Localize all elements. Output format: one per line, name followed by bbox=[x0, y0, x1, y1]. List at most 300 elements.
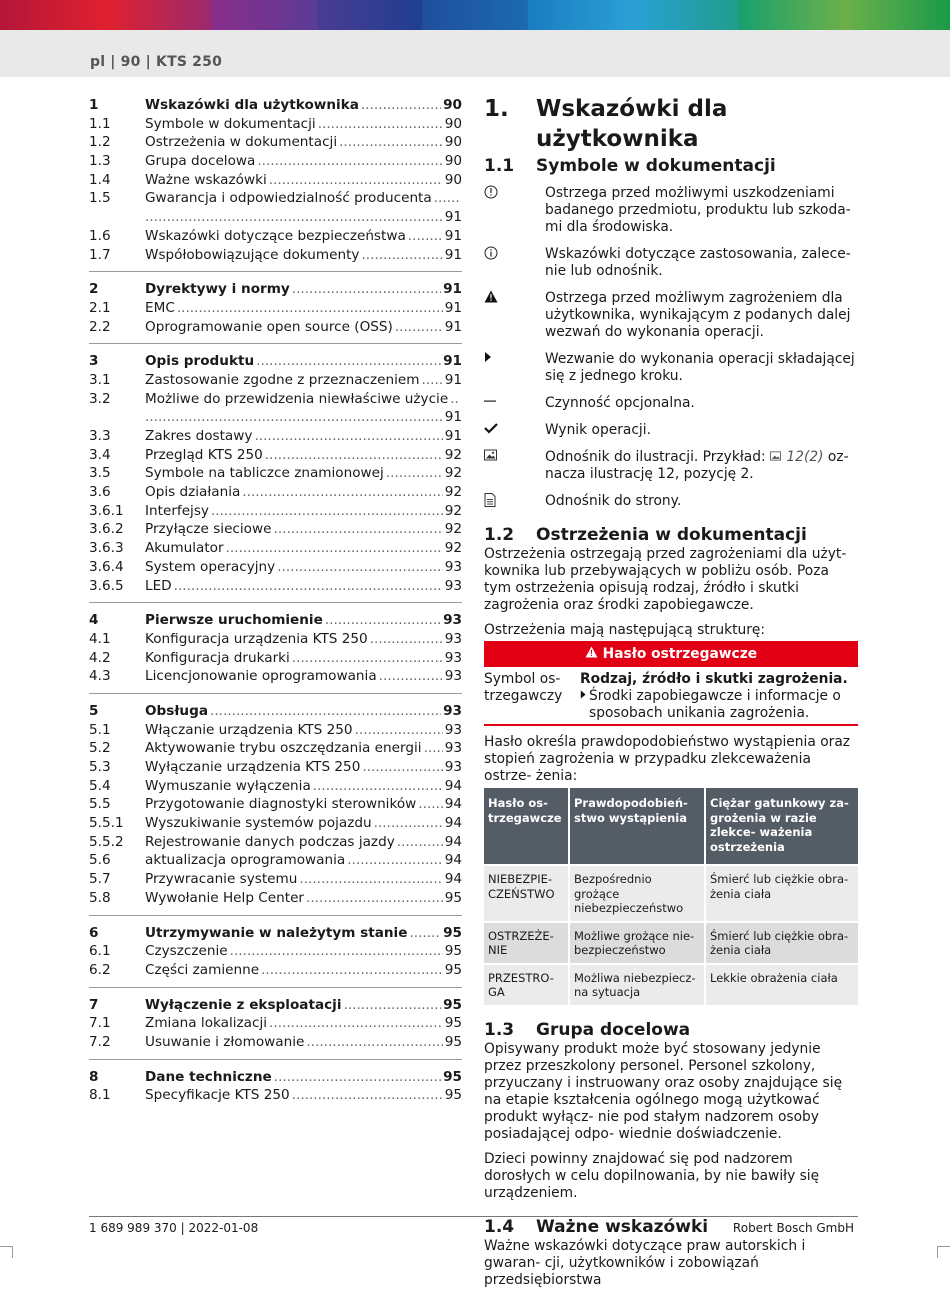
crop-mark bbox=[12, 1246, 13, 1258]
paragraph: Ważne wskazówki dotyczące praw autorskich i gwaran- cji, użytkowników i zobowiązań przedsiębiorstwa bbox=[484, 1237, 806, 1288]
toc-entry-number: 1.7 bbox=[89, 246, 111, 263]
toc-entry-number: 3.6.3 bbox=[89, 540, 124, 557]
toc-leader-dots bbox=[434, 189, 460, 208]
toc-entry-number: 5.5.1 bbox=[89, 815, 124, 832]
toc-leader-dots bbox=[408, 227, 443, 246]
toc-leader-dots bbox=[242, 483, 442, 502]
toc-entry-title: Obsługa bbox=[145, 702, 209, 719]
toc-entry-page: 93 bbox=[444, 649, 462, 666]
toc-entry-page: 91 bbox=[444, 428, 462, 444]
toc-entry-page: 91 bbox=[444, 318, 462, 335]
section-title: Ważne wskazówki bbox=[536, 1216, 709, 1237]
symbol-desc bbox=[545, 449, 858, 483]
toc-entry[interactable] bbox=[89, 115, 462, 134]
symbol-row-danger bbox=[484, 290, 858, 341]
toc-group bbox=[89, 1068, 462, 1112]
toc-leader-dots bbox=[230, 942, 443, 961]
toc-entry-number: 5.4 bbox=[89, 777, 111, 794]
toc-entry-page: 90 bbox=[444, 153, 462, 170]
toc-entry[interactable] bbox=[89, 942, 462, 961]
chapter-title: Wskazówki dla użytkownika bbox=[536, 96, 728, 152]
toc-entry[interactable] bbox=[89, 1086, 462, 1105]
paragraph: Dzieci powinny znajdować się pod nadzorem dorosłych w celu dopilnowania, by nie bawiły się urządzeniem. bbox=[484, 1150, 820, 1201]
toc-entry-number: 5.1 bbox=[89, 721, 111, 738]
toc-entry-page: 91 bbox=[443, 281, 462, 298]
toc-entry[interactable] bbox=[89, 739, 462, 758]
toc-entry-page: 91 bbox=[443, 353, 462, 370]
toc-entry-page: 95 bbox=[444, 1033, 462, 1050]
toc-entry-number: 3.6.1 bbox=[89, 502, 124, 519]
toc-leader-dots bbox=[370, 630, 443, 649]
toc-entry-page: 92 bbox=[444, 446, 462, 463]
toc-entry-title: Ważne wskazówki bbox=[145, 171, 267, 188]
toc-entry-page: 90 bbox=[444, 134, 462, 151]
toc-entry-title: Zakres dostawy bbox=[145, 428, 253, 444]
toc-entry-page: 94 bbox=[444, 871, 462, 888]
toc-entry-number: 5 bbox=[89, 702, 99, 719]
table-cell: Bezpośrednio grożące niebezpieczeństwo bbox=[569, 865, 705, 922]
toc-group bbox=[89, 702, 462, 916]
toc-entry-title: Wskazówki dla użytkownika bbox=[145, 97, 359, 113]
table-cell: Możliwe grożące nie- bezpieczeństwo bbox=[569, 922, 705, 964]
toc-entry[interactable] bbox=[89, 280, 462, 299]
paragraph: Opisywany produkt może być stosowany jedynie przez przeszkolony personel. Personel szkolony, przyuczany i instruowany oraz osoby znajdujące się na etapie kształcenia ogólnego mogą użytkować produkt wyłącz- nie pod stałym nadzorem osoby posiadającej odpo- wiednie doświadczenie. bbox=[484, 1040, 843, 1142]
toc-entry-title: Czyszczenie bbox=[145, 943, 228, 960]
toc-entry[interactable] bbox=[89, 889, 462, 908]
toc-entry-page: 95 bbox=[444, 1087, 462, 1104]
toc-leader-dots bbox=[422, 371, 443, 390]
checkmark-icon bbox=[484, 422, 545, 439]
toc-entry-number: 5.6 bbox=[89, 852, 111, 869]
table-cell: OSTRZEŻE- NIE bbox=[484, 922, 569, 964]
toc-entry[interactable] bbox=[89, 814, 462, 833]
toc-group bbox=[89, 280, 462, 344]
toc-entry[interactable] bbox=[89, 133, 462, 152]
toc-entry-title: Specyfikacje KTS 250 bbox=[145, 1087, 290, 1104]
warning-measures: Środki zapobiegawcze i informacje o sposobach unikania zagrożenia. bbox=[589, 688, 841, 721]
toc-entry-page: 93 bbox=[444, 668, 462, 685]
toc-leader-dots bbox=[177, 299, 443, 318]
toc-entry-number: 4.3 bbox=[89, 668, 111, 685]
toc-group bbox=[89, 611, 462, 694]
warning-title: Hasło ostrzegawcze bbox=[602, 646, 758, 662]
toc-entry-title: Licencjonowanie oprogramowania bbox=[145, 668, 377, 685]
toc-entry-page: 95 bbox=[444, 889, 462, 906]
toc-entry-number: 1.1 bbox=[89, 115, 111, 132]
toc-leader-dots bbox=[211, 502, 443, 521]
symbol-desc: Wynik operacji. bbox=[545, 422, 651, 438]
table-header-cell: Ciężar gatunkowy za- grożenia w razie zlekce- ważenia ostrzeżenia bbox=[705, 788, 858, 865]
toc-entry-page: 92 bbox=[444, 502, 462, 519]
toc-entry-title: Wyłączenie z eksploatacji bbox=[145, 996, 342, 1013]
toc-entry-number: 3.4 bbox=[89, 446, 111, 463]
toc-leader-dots bbox=[397, 833, 443, 852]
toc-entry-page: 93 bbox=[444, 740, 462, 757]
toc-entry-continuation[interactable] bbox=[89, 408, 462, 427]
chapter-number: 1. bbox=[484, 96, 509, 122]
crop-mark bbox=[938, 1246, 950, 1247]
toc-entry-title: LED bbox=[145, 577, 172, 594]
footer-divider bbox=[89, 1216, 858, 1217]
toc-leader-dots bbox=[306, 1033, 442, 1052]
toc-entry-title: Wyłączanie urządzenia KTS 250 bbox=[145, 759, 361, 775]
toc-entry[interactable] bbox=[89, 1068, 462, 1087]
toc-entry[interactable] bbox=[89, 189, 462, 208]
toc-group bbox=[89, 996, 462, 1060]
toc-leader-dots bbox=[174, 577, 443, 596]
toc-entry-page: 93 bbox=[443, 702, 462, 719]
toc-entry-page: 91 bbox=[444, 227, 462, 244]
toc-leader-dots bbox=[257, 152, 442, 171]
crop-mark bbox=[937, 1246, 938, 1258]
table-row bbox=[484, 964, 858, 1005]
toc-entry-number: 4.1 bbox=[89, 630, 111, 647]
toc-entry-number: 5.7 bbox=[89, 871, 111, 888]
symbol-row-info bbox=[484, 246, 858, 280]
toc-entry-page: 90 bbox=[443, 97, 462, 113]
toc-entry-title: System operacyjny bbox=[145, 558, 276, 575]
toc-entry-title: Oprogramowanie open source (OSS) bbox=[145, 318, 393, 335]
toc-entry[interactable] bbox=[89, 520, 462, 539]
section-number: 1.1 bbox=[484, 156, 515, 176]
toc-entry[interactable] bbox=[89, 777, 462, 796]
toc-entry[interactable] bbox=[89, 1033, 462, 1052]
crop-mark bbox=[0, 1246, 12, 1247]
toc-entry[interactable] bbox=[89, 299, 462, 318]
toc-group bbox=[89, 924, 462, 988]
toc-entry-page: 95 bbox=[444, 943, 462, 960]
toc-entry-page: 93 bbox=[444, 630, 462, 647]
toc-entry[interactable] bbox=[89, 152, 462, 171]
symbol-desc: Ostrzega przed możliwymi uszkodzeniami badanego przedmiotu, produktu lub szkoda- mi dla środowiska. bbox=[545, 185, 851, 235]
hazard-table bbox=[484, 788, 858, 1005]
toc-entry[interactable] bbox=[89, 558, 462, 577]
toc-entry-number: 1 bbox=[89, 97, 99, 113]
toc-entry-title: Opis działania bbox=[145, 484, 241, 501]
toc-leader-dots bbox=[226, 539, 443, 558]
toc-leader-dots bbox=[386, 464, 443, 483]
illus-ref-link[interactable]: 12(2) bbox=[786, 449, 824, 465]
toc-entry-title: Utrzymywanie w należytym stanie bbox=[145, 924, 408, 941]
header-text: pl | 90 | KTS 250 bbox=[90, 54, 223, 70]
toc-entry[interactable] bbox=[89, 446, 462, 465]
section-title: Grupa docelowa bbox=[536, 1019, 691, 1040]
main-content bbox=[484, 94, 858, 1289]
toc-entry-title: Wywołanie Help Center bbox=[145, 889, 305, 906]
toc-leader-dots bbox=[145, 208, 443, 227]
toc-entry[interactable] bbox=[89, 246, 462, 265]
warning-body bbox=[484, 667, 858, 726]
symbol-desc: Wezwanie do wykonania operacji składającej się z jednego kroku. bbox=[545, 351, 855, 384]
toc-leader-dots bbox=[325, 611, 441, 630]
toc-entry-page: 94 bbox=[444, 852, 462, 869]
toc-entry-title: Wskazówki dotyczące bezpieczeństwa bbox=[145, 227, 406, 244]
toc-entry-page: 94 bbox=[444, 833, 462, 850]
toc-leader-dots bbox=[361, 246, 442, 265]
toc-entry[interactable] bbox=[89, 795, 462, 814]
toc-entry-title: Grupa docelowa bbox=[145, 153, 256, 170]
toc-entry-page: 92 bbox=[444, 540, 462, 557]
toc-leader-dots bbox=[395, 318, 443, 337]
footer-doc-number: 1 689 989 370 | 2022-01-08 bbox=[89, 1221, 259, 1235]
symbol-row-optional bbox=[484, 395, 858, 412]
info-icon bbox=[484, 246, 545, 280]
table-header-cell: Prawdopodobień- stwo wystąpienia bbox=[569, 788, 705, 865]
toc-entry-page: 95 bbox=[444, 961, 462, 978]
warning-symbol-label: Symbol os- trzegawczy bbox=[484, 671, 563, 704]
table-cell: Śmierć lub ciężkie obra- żenia ciała bbox=[705, 922, 858, 964]
toc-entry-number: 8 bbox=[89, 1068, 99, 1085]
toc-leader-dots bbox=[318, 115, 443, 134]
toc-entry-page: 93 bbox=[444, 558, 462, 575]
footer-company: Robert Bosch GmbH bbox=[732, 1221, 854, 1235]
section-heading-1-3 bbox=[484, 1019, 858, 1041]
toc-entry-title: Rejestrowanie danych podczas jazdy bbox=[145, 833, 395, 850]
toc-leader-dots bbox=[210, 702, 441, 721]
toc-entry[interactable] bbox=[89, 649, 462, 668]
warning-bold-text: Rodzaj, źródło i skutki zagrożenia. bbox=[580, 671, 848, 687]
toc-entry-title: Wyszukiwanie systemów pojazdu bbox=[145, 815, 372, 832]
toc-entry[interactable] bbox=[89, 352, 462, 371]
toc-entry-title: Pierwsze uruchomienie bbox=[145, 612, 323, 629]
toc-entry[interactable] bbox=[89, 427, 462, 446]
toc-entry-number: 1.3 bbox=[89, 153, 111, 170]
toc-entry-title: Zastosowanie zgodne z przeznaczeniem bbox=[145, 371, 420, 388]
toc-entry-number: 5.3 bbox=[89, 759, 111, 775]
danger-triangle-icon bbox=[484, 290, 545, 341]
table-cell: Śmierć lub ciężkie obra- żenia ciała bbox=[705, 865, 858, 922]
table-row bbox=[484, 865, 858, 922]
section-heading-1-2 bbox=[484, 524, 858, 546]
toc-entry-number: 7 bbox=[89, 996, 99, 1013]
toc-entry[interactable] bbox=[89, 630, 462, 649]
toc-entry[interactable] bbox=[89, 758, 462, 777]
toc-leader-dots bbox=[424, 739, 443, 758]
toc-entry-title: Współobowiązujące dokumenty bbox=[145, 246, 360, 263]
toc-entry-title: Części zamienne bbox=[145, 961, 260, 978]
brand-color-bar bbox=[0, 0, 950, 30]
table-header-cell: Hasło os- trzegawcze bbox=[484, 788, 569, 865]
toc-entry-title: Konfiguracja urządzenia KTS 250 bbox=[145, 630, 368, 647]
toc-entry-page: 95 bbox=[443, 924, 462, 941]
toc-entry-page: 93 bbox=[444, 577, 462, 594]
paragraph: Ostrzeżenia ostrzegają przed zagrożeniami dla użyt- kownika lub przebywających w pobliżu osób. Poza tym ostrzeżenia opisują rodzaj, źródło i skutki zagrożenia oraz środki zapobiegawcze. bbox=[484, 546, 847, 613]
toc-entry-page: 94 bbox=[444, 815, 462, 832]
toc-leader-dots bbox=[306, 889, 443, 908]
toc-entry-title: Gwarancja i odpowiedzialność producenta bbox=[145, 190, 432, 207]
section-heading-1-1 bbox=[484, 155, 858, 177]
toc-entry-title: Dyrektywy i normy bbox=[145, 281, 290, 298]
toc-entry-number: 1.6 bbox=[89, 227, 111, 244]
illus-text-a: Odnośnik do ilustracji. Przykład: bbox=[545, 449, 766, 465]
toc-entry[interactable] bbox=[89, 961, 462, 980]
toc-entry-page: 90 bbox=[444, 171, 462, 188]
toc-entry-number: 8.1 bbox=[89, 1087, 111, 1104]
toc-leader-dots bbox=[299, 870, 442, 889]
toc-entry-title: Możliwe do przewidzenia niewłaściwe użycie bbox=[145, 390, 449, 407]
toc-entry[interactable] bbox=[89, 483, 462, 502]
toc-entry-title: Przygotowanie diagnostyki sterowników bbox=[145, 796, 417, 813]
table-cell: PRZESTRO- GA bbox=[484, 964, 569, 1005]
toc-entry-page: 95 bbox=[444, 1015, 462, 1032]
symbol-desc: Odnośnik do strony. bbox=[545, 493, 682, 509]
toc-entry-title: Przywracanie systemu bbox=[145, 871, 298, 888]
toc-entry[interactable] bbox=[89, 464, 462, 483]
symbol-row-step bbox=[484, 351, 858, 385]
symbol-row-result bbox=[484, 422, 858, 439]
toc-entry-page: 90 bbox=[444, 115, 462, 132]
toc-entry[interactable] bbox=[89, 851, 462, 870]
toc-leader-dots bbox=[450, 390, 460, 409]
toc-leader-dots bbox=[274, 520, 443, 539]
illus-text-b: oz- nacza ilustrację 12, pozycję 2. bbox=[545, 449, 849, 482]
toc-entry[interactable] bbox=[89, 318, 462, 337]
toc-entry-title: EMC bbox=[145, 299, 175, 316]
toc-entry[interactable] bbox=[89, 502, 462, 521]
toc-entry[interactable] bbox=[89, 227, 462, 246]
warning-circle-icon bbox=[484, 185, 545, 236]
toc-entry-page: 93 bbox=[443, 612, 462, 629]
toc-entry-number: 5.8 bbox=[89, 889, 111, 906]
toc-leader-dots bbox=[313, 777, 443, 796]
toc-entry-title: Włączanie urządzenia KTS 250 bbox=[145, 721, 353, 738]
toc-entry-number: 7.2 bbox=[89, 1033, 111, 1050]
toc-entry-page: 92 bbox=[444, 521, 462, 538]
toc-leader-dots bbox=[269, 1014, 443, 1033]
toc-entry[interactable] bbox=[89, 833, 462, 852]
toc-entry-page: 94 bbox=[444, 796, 462, 813]
toc-leader-dots bbox=[292, 1086, 443, 1105]
toc-entry-number: 4 bbox=[89, 612, 99, 629]
symbol-desc: Czynność opcjonalna. bbox=[545, 395, 695, 411]
toc-entry-page: 92 bbox=[444, 465, 462, 482]
toc-entry[interactable] bbox=[89, 702, 462, 721]
page-header bbox=[0, 30, 950, 77]
toc-entry[interactable] bbox=[89, 171, 462, 190]
toc-entry-number: 3.1 bbox=[89, 371, 111, 388]
toc-entry[interactable] bbox=[89, 96, 462, 115]
toc-leader-dots bbox=[362, 758, 442, 777]
toc-entry[interactable] bbox=[89, 371, 462, 390]
page-icon bbox=[484, 493, 545, 512]
symbol-desc: Wskazówki dotyczące zastosowania, zalece- nie lub odnośnik. bbox=[545, 246, 851, 279]
toc-leader-dots bbox=[145, 408, 443, 427]
toc-leader-dots bbox=[254, 427, 442, 446]
toc-entry-page: 92 bbox=[444, 484, 462, 501]
section-number: 1.2 bbox=[484, 525, 515, 545]
toc-entry-page: 95 bbox=[443, 996, 462, 1013]
toc-entry-title: aktualizacja oprogramowania bbox=[145, 852, 346, 869]
toc-leader-dots bbox=[256, 352, 441, 371]
step-arrow-icon bbox=[580, 688, 589, 722]
symbol-row-page bbox=[484, 493, 858, 512]
toc-entry-number: 6 bbox=[89, 924, 99, 941]
toc-leader-dots bbox=[344, 996, 442, 1015]
toc-entry-number: 3.5 bbox=[89, 465, 111, 482]
toc-group bbox=[89, 96, 462, 272]
toc-entry[interactable] bbox=[89, 611, 462, 630]
toc-entry-title: Dane techniczne bbox=[145, 1068, 272, 1085]
paragraph: Hasło określa prawdopodobieństwo wystąpienia oraz stopień zagrożenia w przypadku zlekceważenia ostrze- żenia: bbox=[484, 734, 851, 784]
toc-entry-page: 93 bbox=[444, 721, 462, 738]
chapter-heading bbox=[484, 94, 858, 154]
toc-leader-dots bbox=[339, 133, 443, 152]
inline-image-icon bbox=[770, 449, 782, 465]
toc-entry[interactable] bbox=[89, 390, 462, 409]
toc-leader-dots bbox=[379, 667, 443, 686]
toc-entry-title: Ostrzeżenia w dokumentacji bbox=[145, 134, 338, 151]
image-icon bbox=[484, 449, 545, 483]
section-title: Ostrzeżenia w dokumentacji bbox=[536, 525, 807, 545]
symbol-desc: Ostrzega przed możliwym zagrożeniem dla użytkownika, wynikającym z podanych dalej wezwań do wykonania operacji. bbox=[545, 290, 851, 340]
toc-entry[interactable] bbox=[89, 721, 462, 740]
section-number: 1.3 bbox=[484, 1019, 515, 1040]
warning-header-bar bbox=[484, 641, 858, 667]
toc-leader-dots bbox=[269, 171, 443, 190]
toc-entry-number: 1.2 bbox=[89, 134, 111, 151]
toc-entry[interactable] bbox=[89, 667, 462, 686]
step-arrow-icon bbox=[484, 351, 545, 385]
table-row bbox=[484, 922, 858, 964]
toc-leader-dots bbox=[292, 649, 443, 668]
toc-entry[interactable] bbox=[89, 539, 462, 558]
toc-entry-page: 94 bbox=[444, 777, 462, 794]
toc-entry-number: 7.1 bbox=[89, 1015, 111, 1032]
toc-entry-title: Symbole na tabliczce znamionowej bbox=[145, 465, 384, 482]
toc-entry-number: 2 bbox=[89, 281, 99, 298]
paragraph: Ostrzeżenia mają następującą strukturę: bbox=[484, 622, 766, 638]
toc-entry-number: 3.6.4 bbox=[89, 558, 124, 575]
toc-entry-page: 91 bbox=[444, 246, 462, 263]
toc-entry[interactable] bbox=[89, 577, 462, 596]
section-title: Symbole w dokumentacji bbox=[536, 156, 776, 176]
toc-entry-number: 2.1 bbox=[89, 299, 111, 316]
toc-entry[interactable] bbox=[89, 870, 462, 889]
dash-icon bbox=[484, 395, 545, 412]
toc-entry-title: Zmiana lokalizacji bbox=[145, 1015, 268, 1032]
toc-entry-number: 6.1 bbox=[89, 943, 111, 960]
toc-entry-number: 5.5.2 bbox=[89, 833, 124, 850]
toc-entry-number: 1.5 bbox=[89, 190, 111, 207]
toc-entry-page: 91 bbox=[444, 371, 462, 388]
table-cell: NIEBEZPIE- CZEŃSTWO bbox=[484, 865, 569, 922]
toc-entry[interactable] bbox=[89, 924, 462, 943]
toc-entry-title: Interfejsy bbox=[145, 502, 209, 519]
toc-entry-number: 6.2 bbox=[89, 961, 111, 978]
toc-leader-dots bbox=[355, 721, 443, 740]
toc-entry-page: 95 bbox=[443, 1068, 462, 1085]
toc-entry-page: 91 bbox=[444, 209, 462, 226]
table-of-contents bbox=[89, 96, 462, 1120]
symbol-row-illustration bbox=[484, 449, 858, 483]
toc-entry-number: 1.4 bbox=[89, 171, 111, 188]
toc-entry-number: 3.2 bbox=[89, 390, 111, 407]
toc-entry[interactable] bbox=[89, 1014, 462, 1033]
toc-entry-title: Akumulator bbox=[145, 540, 224, 557]
toc-entry-number: 5.2 bbox=[89, 740, 111, 757]
toc-leader-dots bbox=[374, 814, 443, 833]
toc-entry[interactable] bbox=[89, 996, 462, 1015]
toc-entry-continuation[interactable] bbox=[89, 208, 462, 227]
toc-entry-title: Usuwanie i złomowanie bbox=[145, 1033, 305, 1050]
toc-leader-dots bbox=[292, 280, 441, 299]
toc-entry-number: 3.3 bbox=[89, 428, 111, 444]
toc-leader-dots bbox=[261, 961, 443, 980]
toc-entry-number: 2.2 bbox=[89, 318, 111, 335]
toc-entry-number: 3 bbox=[89, 353, 99, 370]
toc-entry-number: 3.6.5 bbox=[89, 577, 124, 594]
toc-entry-number: 3.6 bbox=[89, 484, 111, 501]
